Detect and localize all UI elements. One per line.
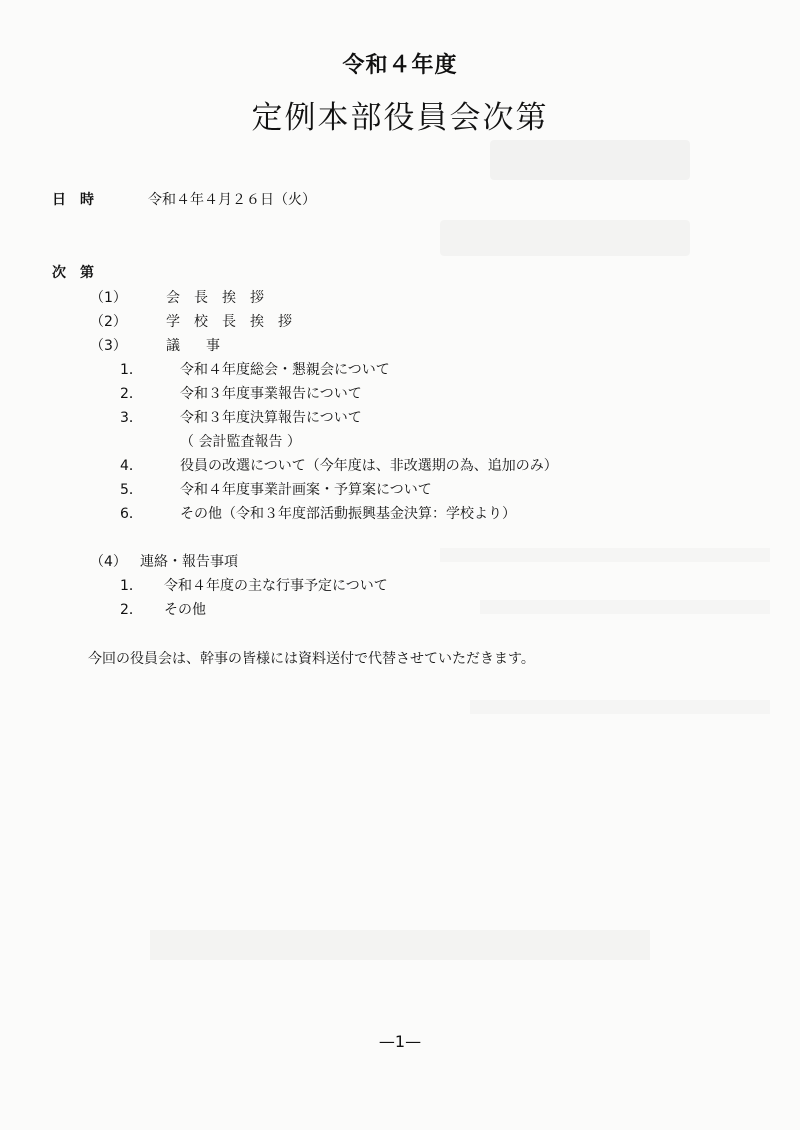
item-text: 令和４年度事業計画案・予算案について — [180, 482, 432, 498]
item-text: （ 会計監査報告 ） — [180, 434, 301, 450]
item-number: 6． — [120, 506, 143, 522]
agenda-section-item — [90, 287, 278, 307]
proceeding-item — [120, 503, 516, 523]
proceeding-subitem — [120, 431, 301, 451]
section-number: （2） — [90, 314, 127, 330]
datetime-value: 令和４年４月２６日（火） — [148, 192, 316, 208]
section-number: （3） — [90, 338, 127, 354]
agenda-section-item — [90, 311, 306, 331]
proceeding-item — [120, 479, 432, 499]
proceeding-item — [120, 359, 390, 379]
item-text: 令和４年度総会・懇親会について — [180, 362, 390, 378]
page-number: —1— — [378, 1032, 422, 1051]
item-text: 令和３年度決算報告について — [180, 410, 362, 426]
bleed-through-block-5 — [470, 700, 770, 714]
bleed-through-block-2 — [440, 220, 690, 256]
datetime-label: 日 時 — [52, 192, 94, 208]
contact-item — [120, 599, 206, 619]
item-text: その他 — [164, 602, 206, 618]
section-text: 会長挨拶 — [166, 290, 278, 306]
agenda-section-item — [90, 551, 238, 571]
item-number: 2． — [120, 602, 143, 618]
section-text: 学校長挨拶 — [166, 314, 306, 330]
section-text: 連絡・報告事項 — [140, 554, 238, 570]
meeting-note: 今回の役員会は、幹事の皆様には資料送付で代替させていただきます。 — [88, 651, 535, 667]
bleed-through-block-3 — [440, 548, 770, 562]
section-number: （4） — [90, 554, 127, 570]
item-number: 4． — [120, 458, 143, 474]
item-number: 2． — [120, 386, 143, 402]
item-text: 令和３年度事業報告について — [180, 386, 362, 402]
item-text: 令和４年度の主な行事予定について — [164, 578, 388, 594]
agenda-label: 次 第 — [52, 265, 94, 281]
item-number: 1． — [120, 362, 143, 378]
section-text: 議 事 — [166, 338, 226, 354]
item-number: 1． — [120, 578, 143, 594]
item-text: その他（令和３年度部活動振興基金決算：学校より） — [180, 506, 516, 522]
bleed-through-block-4 — [480, 600, 770, 614]
proceeding-item — [120, 407, 362, 427]
document-year-heading: 令和４年度 — [342, 53, 458, 78]
item-number: 3． — [120, 410, 143, 426]
item-number: 5． — [120, 482, 143, 498]
contact-item — [120, 575, 388, 595]
document-title: 定例本部役員会次第 — [251, 100, 549, 136]
section-number: （1） — [90, 290, 127, 306]
item-text: 役員の改選について（今年度は、非改選期の為、追加のみ） — [180, 458, 558, 474]
bleed-through-block-6 — [150, 930, 650, 960]
proceeding-item — [120, 455, 558, 475]
agenda-section-item — [90, 335, 226, 355]
bleed-through-block-1 — [490, 140, 690, 180]
proceeding-item — [120, 383, 362, 403]
